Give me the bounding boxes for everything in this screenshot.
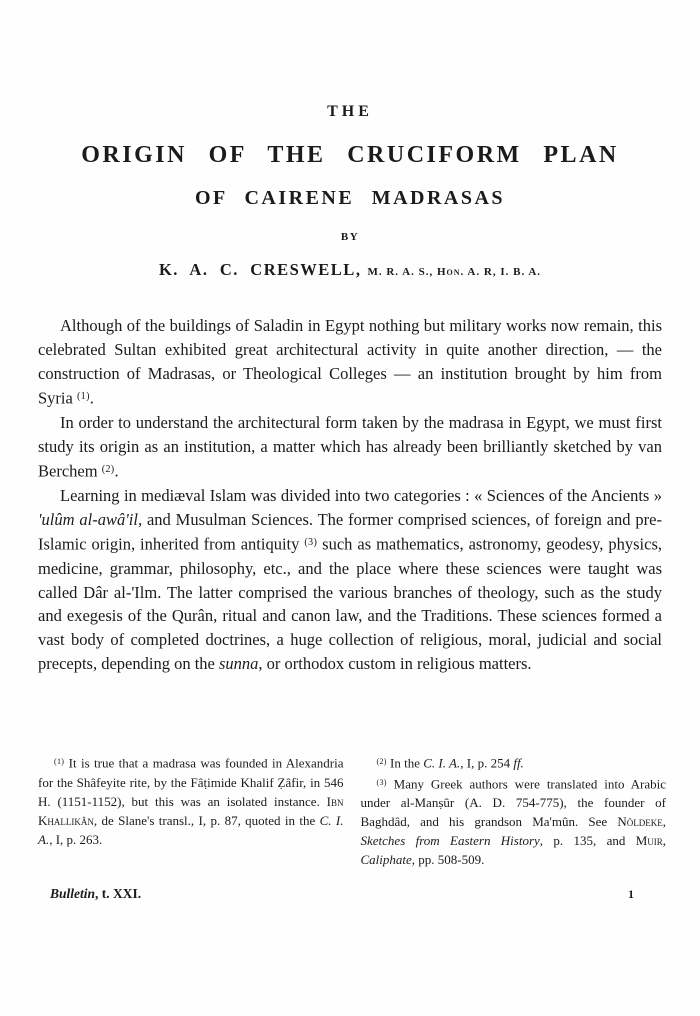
footnote-1: $^{(1)}$ It is true that a madrasa was founded in Alexandria for the Shâfeyite rite, by the Fâṭimide Khalif Ẓâfir, in 546 H. (1151-1152), but this was an isolated instance. Ibn Khallikân, de Slane's transl., I, p. 87, quoted in the C. I. A., I, p. 263. [38,755,344,847]
footnote-3: $^{(3)}$ Many Greek authors were translated into Arabic under al-Manṣûr (A. D. 754-775), the founder of Baghdâd, and his grandson Ma'mûn. See Nöldeke, Sketches from Eastern History, p. 135, and Muir, Caliphate, pp. 508-509. [360,776,666,868]
footnotes-section [38,752,666,869]
footnotes-right-column [361,752,667,869]
article-title: ORIGIN OF THE CRUCIFORM PLAN [81,142,619,168]
author-line [0,260,700,280]
page-number: 1 [628,887,634,901]
page-footer [38,886,662,902]
body-paragraph: Learning in mediæval Islam was divided into two categories : « Sciences of the Ancients » 'ulûm al-awâ'il, and Musulman Sciences. The former comprised sciences, of foreign and pre-Islamic origin, inherited from antiquity $^{(3)}$ such as mathematics, astronomy, geodesy, physics, medicine, grammar, philosophy, etc., and the place where these sciences were taught was called Dâr al-'Ilm. The latter comprised the various branches of theology, such as the study and exegesis of the Qurân, ritual and canon law, and the Traditions. These sciences formed a vast body of completed doctrines, a huge collection of religious, moral, judicial and social precepts, depending on the sunna, or orthodox custom in religious matters. [38,485,662,673]
author-credentials: M. R. A. S., Hon. A. R, I. B. A. [367,266,542,278]
article-subtitle: OF CAIRENE MADRASAS [194,187,506,209]
footnotes-left-column [38,752,344,869]
author-name: K. A. C. CRESWELL, [158,260,362,279]
byline-label: BY [340,231,360,243]
article-body [38,314,662,676]
article-supertitle: THE [327,103,373,120]
body-paragraph: In order to understand the architectural form taken by the madrasa in Egypt, we must first study its origin as an institution, a matter which has already been brilliantly sketched by van Berchem $^{(2)}$. [38,412,662,481]
journal-reference: Bulletin, t. XXI. [50,886,142,901]
body-paragraph: Although of the buildings of Saladin in Egypt nothing but military works now remain, this celebrated Sultan exhibited great architectural activity in quite another direction, — the construction of Madrasas, or Theological Colleges — an institution brought by him from Syria $^{(1)}$. [38,316,662,408]
footnote-2: $^{(2)}$ In the C. I. A., I, p. 254 ff. [376,755,524,771]
